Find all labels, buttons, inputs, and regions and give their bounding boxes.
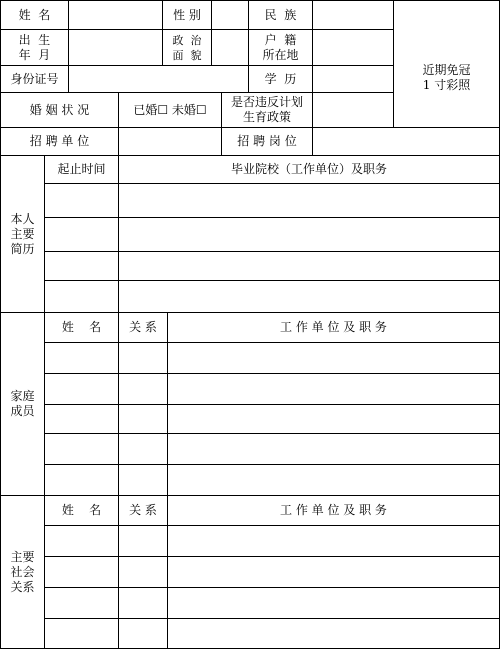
education-field[interactable] bbox=[312, 65, 394, 93]
political-label-line-2: 面 貌 bbox=[172, 48, 202, 62]
name-field[interactable] bbox=[68, 0, 163, 30]
birth-label-line-1: 出 生 bbox=[18, 32, 51, 47]
hukou-label bbox=[248, 29, 313, 66]
family-row-2-work[interactable] bbox=[167, 373, 500, 405]
resume-row-4-detail[interactable] bbox=[118, 280, 500, 313]
social-label-line-2: 社会 bbox=[10, 564, 35, 579]
family-row-2-relation[interactable] bbox=[118, 373, 168, 405]
position-label bbox=[221, 127, 313, 156]
gender-label-text: 性 别 bbox=[173, 7, 201, 22]
position-label-text: 招 聘 岗 位 bbox=[237, 134, 297, 148]
social-row-1-relation[interactable] bbox=[118, 525, 168, 557]
family-row-3-name[interactable] bbox=[44, 404, 119, 434]
education-label-text: 学 历 bbox=[264, 71, 297, 86]
gender-field[interactable] bbox=[211, 0, 249, 30]
family-row-4-work[interactable] bbox=[167, 433, 500, 465]
social-col-relation-text: 关 系 bbox=[129, 503, 157, 517]
social-label-line-3: 关系 bbox=[10, 579, 35, 594]
political-field[interactable] bbox=[211, 29, 249, 66]
hukou-label-line-1: 户 籍 bbox=[264, 32, 297, 47]
birth-field[interactable] bbox=[68, 29, 163, 66]
resume-row-2-detail[interactable] bbox=[118, 217, 500, 252]
position-field[interactable] bbox=[312, 127, 500, 156]
family-col-work bbox=[167, 312, 500, 343]
resume-row-3-detail[interactable] bbox=[118, 251, 500, 281]
ethnicity-field[interactable] bbox=[312, 0, 394, 30]
social-col-name bbox=[44, 495, 119, 526]
id-label bbox=[0, 65, 69, 93]
resume-label-line-2: 主要 bbox=[10, 226, 35, 241]
family-row-1-work[interactable] bbox=[167, 342, 500, 374]
resume-col-school-job-text: 毕业院校（工作单位）及职务 bbox=[230, 162, 387, 176]
family-row-1-relation[interactable] bbox=[118, 342, 168, 374]
family-label-line-1: 家庭 bbox=[10, 389, 35, 403]
policy-field[interactable] bbox=[312, 92, 394, 128]
social-row-3-name[interactable] bbox=[44, 587, 119, 619]
family-row-3-work[interactable] bbox=[167, 404, 500, 434]
family-col-relation bbox=[118, 312, 168, 343]
family-row-4-name[interactable] bbox=[44, 433, 119, 465]
resume-col-school-job bbox=[118, 155, 500, 184]
social-col-work-text: 工 作 单 位 及 职 务 bbox=[280, 503, 387, 517]
political-label bbox=[162, 29, 212, 66]
marital-options-text: 已婚☐ 未婚☐ bbox=[133, 102, 207, 117]
id-field[interactable] bbox=[68, 65, 249, 93]
resume-row-1-detail[interactable] bbox=[118, 183, 500, 218]
family-row-2-name[interactable] bbox=[44, 373, 119, 405]
social-row-1-name[interactable] bbox=[44, 525, 119, 557]
family-col-relation-text: 关 系 bbox=[129, 320, 157, 334]
resume-label-line-3: 简历 bbox=[10, 241, 35, 256]
gender-label bbox=[162, 0, 212, 30]
photo-line-1: 近期免冠 bbox=[422, 63, 471, 77]
resume-col-period bbox=[44, 155, 119, 184]
social-row-4-relation[interactable] bbox=[118, 618, 168, 649]
birth-label bbox=[0, 29, 69, 66]
policy-label-line-1: 是否违反计划 bbox=[230, 95, 303, 109]
resume-row-3-period[interactable] bbox=[44, 251, 119, 281]
hukou-field[interactable] bbox=[312, 29, 394, 66]
ethnicity-label-text: 民 族 bbox=[264, 7, 297, 22]
name-label bbox=[0, 0, 69, 30]
social-col-work bbox=[167, 495, 500, 526]
name-label-text: 姓 名 bbox=[18, 7, 51, 22]
family-col-work-text: 工 作 单 位 及 职 务 bbox=[280, 320, 387, 334]
hukou-label-line-2: 所在地 bbox=[262, 47, 299, 62]
social-row-3-work[interactable] bbox=[167, 587, 500, 619]
family-label-line-2: 成员 bbox=[10, 404, 35, 418]
resume-label-line-1: 本人 bbox=[10, 211, 35, 226]
policy-label-line-2: 生育政策 bbox=[242, 110, 291, 124]
education-label bbox=[248, 65, 313, 93]
marital-label bbox=[0, 92, 119, 128]
family-row-5-work[interactable] bbox=[167, 464, 500, 496]
social-row-2-name[interactable] bbox=[44, 556, 119, 588]
ethnicity-label bbox=[248, 0, 313, 30]
family-row-3-relation[interactable] bbox=[118, 404, 168, 434]
employer-label bbox=[0, 127, 119, 156]
employer-field[interactable] bbox=[118, 127, 222, 156]
birth-label-line-2: 年 月 bbox=[18, 47, 51, 62]
resume-row-1-period[interactable] bbox=[44, 183, 119, 218]
family-row-5-name[interactable] bbox=[44, 464, 119, 496]
family-row-4-relation[interactable] bbox=[118, 433, 168, 465]
photo-line-2: 1 寸彩照 bbox=[422, 78, 471, 92]
social-row-3-relation[interactable] bbox=[118, 587, 168, 619]
policy-label bbox=[221, 92, 313, 128]
family-section-label bbox=[0, 312, 45, 496]
family-row-1-name[interactable] bbox=[44, 342, 119, 374]
social-row-1-work[interactable] bbox=[167, 525, 500, 557]
social-row-4-work[interactable] bbox=[167, 618, 500, 649]
political-label-line-1: 政 治 bbox=[172, 33, 202, 47]
social-row-2-work[interactable] bbox=[167, 556, 500, 588]
family-col-name-text: 姓 名 bbox=[61, 320, 102, 334]
family-col-name bbox=[44, 312, 119, 343]
social-col-relation bbox=[118, 495, 168, 526]
social-row-4-name[interactable] bbox=[44, 618, 119, 649]
marital-label-text: 婚 姻 状 况 bbox=[29, 102, 90, 117]
social-label-line-1: 主要 bbox=[10, 549, 35, 564]
social-row-2-relation[interactable] bbox=[118, 556, 168, 588]
social-col-name-text: 姓 名 bbox=[61, 503, 102, 517]
family-row-5-relation[interactable] bbox=[118, 464, 168, 496]
resume-col-period-text: 起止时间 bbox=[57, 162, 106, 176]
resume-row-2-period[interactable] bbox=[44, 217, 119, 252]
id-label-text: 身份证号 bbox=[10, 71, 59, 86]
social-section-label bbox=[0, 495, 45, 649]
employer-label-text: 招 聘 单 位 bbox=[29, 134, 90, 148]
marital-options[interactable] bbox=[118, 92, 222, 128]
resume-section-label bbox=[0, 155, 45, 313]
resume-row-4-period[interactable] bbox=[44, 280, 119, 313]
